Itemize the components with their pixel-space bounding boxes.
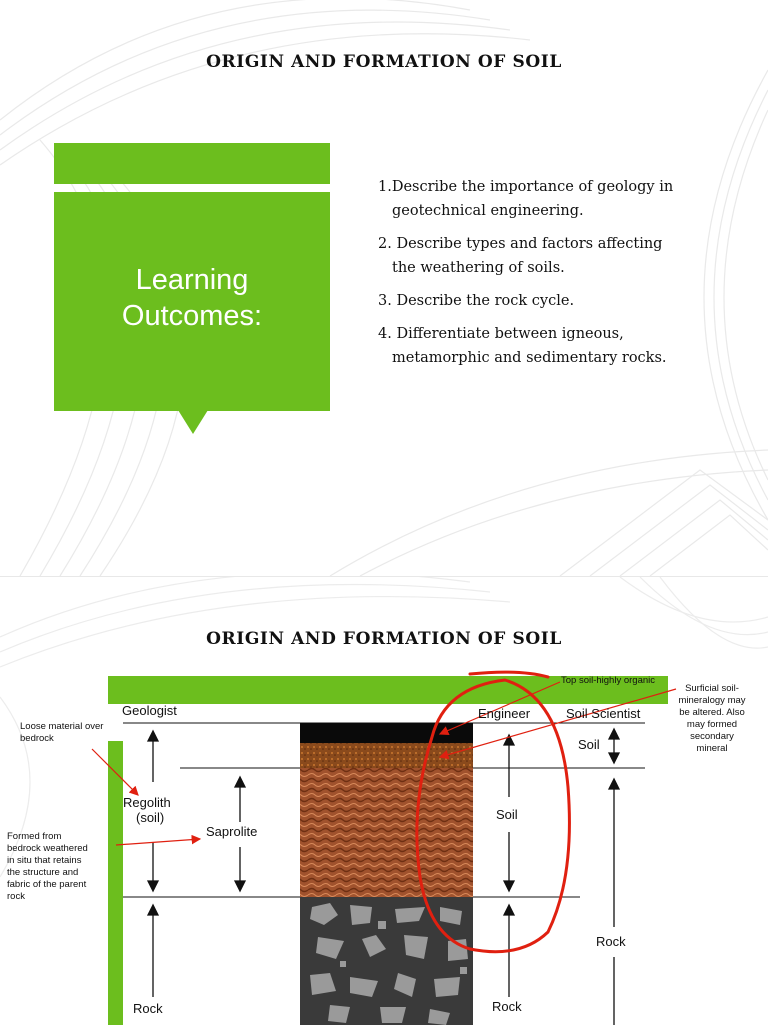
slide-title: ORIGIN AND FORMATION OF SOIL (206, 629, 562, 649)
arrow-down-icon (504, 881, 514, 891)
label-rock-scientist: Rock (596, 934, 626, 949)
outcome-1-line-2: geotechnical engineering. (392, 203, 584, 219)
outcome-1-line-1: 1.Describe the importance of geology in (378, 179, 674, 195)
slide-title: ORIGIN AND FORMATION OF SOIL (206, 52, 562, 72)
note-formed-from-bedrock: Formed from bedrock weathered in situ that retains the structure and fabric of the parent rock (7, 831, 88, 902)
outcome-4-line-2: metamorphic and sedimentary rocks. (392, 350, 667, 366)
list-item (378, 175, 738, 223)
column-header-geologist: Geologist (122, 703, 177, 718)
arrow-down-icon (148, 881, 158, 891)
label-soil-scientist: Soil (578, 737, 600, 752)
note-surficial-soil: Surficial soil- mineralogy may be altered. Also may formed secondary mineral (678, 683, 746, 754)
saprolite-layer (300, 768, 473, 897)
label-regolith-soil: (soil) (136, 810, 165, 825)
organic-layer (300, 723, 473, 743)
column-header-engineer: Engineer (478, 706, 531, 721)
annotation-arrow-formed (116, 839, 200, 845)
label-regolith: Regolith (123, 795, 171, 810)
learning-outcomes-heading (54, 262, 330, 334)
list-item (378, 232, 738, 280)
arrow-up-icon (148, 731, 158, 741)
panel-pointer-triangle (178, 410, 208, 434)
note-loose-material: Loose material over bedrock (20, 721, 104, 744)
outcome-2-line-1: 2. Describe types and factors affecting (378, 236, 663, 252)
outcomes-list (378, 175, 738, 379)
label-rock-engineer: Rock (492, 999, 522, 1014)
column-header-soil-scientist: Soil Scientist (566, 706, 641, 721)
arrow-up-icon (504, 905, 514, 915)
arrow-down-icon (609, 753, 619, 763)
slide-soil-profile (0, 576, 768, 1025)
note-topsoil: Top soil-highly organic (561, 675, 655, 686)
list-item (378, 289, 738, 313)
arrow-up-icon (609, 779, 619, 789)
accent-bar-top (54, 143, 330, 184)
arrow-down-icon (235, 881, 245, 891)
label-saprolite: Saprolite (206, 824, 258, 839)
arrow-up-icon (235, 777, 245, 787)
soil-profile-diagram (0, 577, 768, 1025)
label-soil-engineer: Soil (496, 807, 518, 822)
heading-line-2: Outcomes: (121, 300, 263, 332)
outcome-3-line-1: 3. Describe the rock cycle. (378, 293, 575, 309)
label-rock-geologist: Rock (133, 1001, 163, 1016)
list-item (378, 322, 738, 370)
arrow-up-icon (148, 905, 158, 915)
heading-line-1: Learning (135, 264, 249, 296)
outcome-2-line-2: the weathering of soils. (392, 260, 565, 276)
outcome-4-line-1: 4. Differentiate between igneous, (378, 326, 624, 342)
